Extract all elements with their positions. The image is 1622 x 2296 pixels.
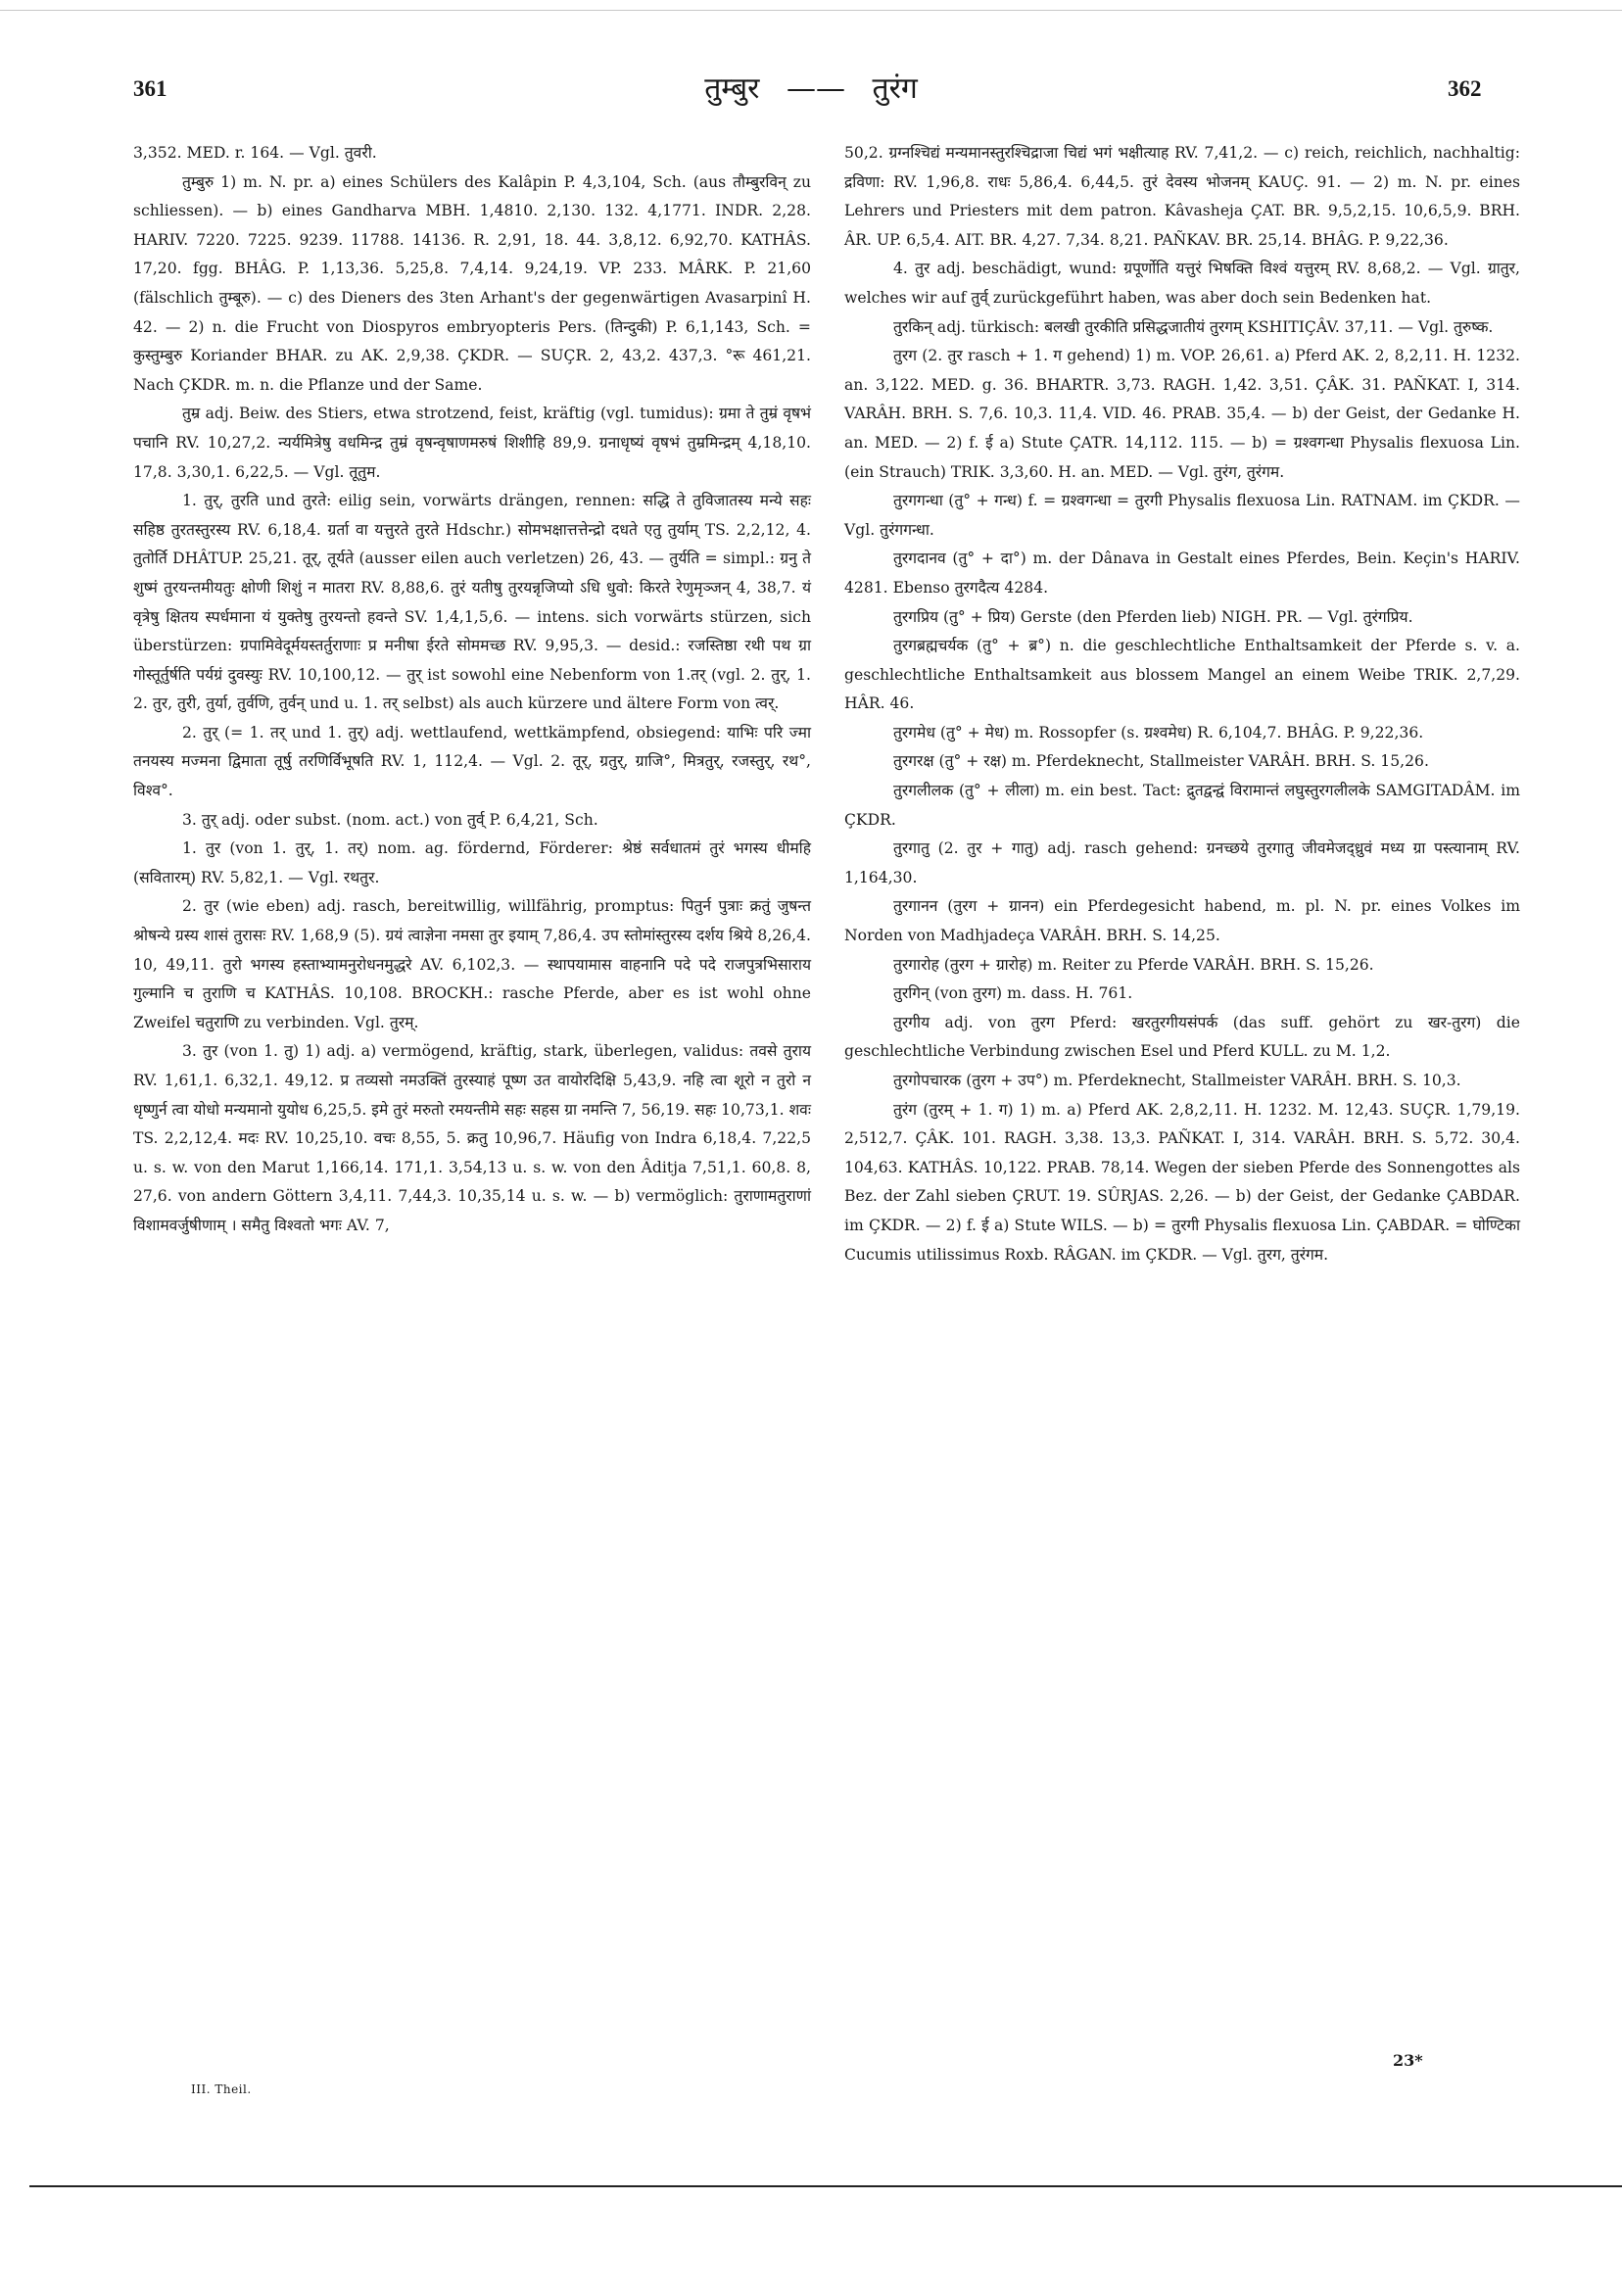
- dictionary-entry: तुरगारोह (तुरग + ग्रारोह) m. Reiter zu Pferde VARÂH. BRH. S. 15,26.: [893, 955, 1374, 974]
- dictionary-entry: तुरगानन (तुरग + ग्रानन) ein Pferdegesicht habend, m. pl. N. pr. eines Volkes im Norden von Madhjadeça VARÂH. BRH. S. 14,25.: [844, 897, 1520, 945]
- dictionary-entry: 3,352. MED. r. 164. — Vgl. तुवरी.: [133, 144, 377, 162]
- dictionary-entry: तुरगलीलक (तु° + लीला) m. ein best. Tact: द्रुतद्वन्द्वं विरामान्तं लघुस्तुरगलीलके SAMGITADÂM. im ÇKDR.: [844, 782, 1520, 829]
- headword-dash: ——: [786, 72, 845, 106]
- dictionary-entry: तुरगमेध (तु° + मेध) m. Rossopfer (s. ग्रश्वमेध) R. 6,104,7. BHÂG. P. 9,22,36.: [893, 723, 1424, 741]
- bottom-rule: [29, 2185, 1622, 2187]
- dictionary-entry: 2. तुर् (= 1. तर् und 1. तुर्) adj. wettlaufend, wettkämpfend, obsiegend: याभिः परि ज्मा तनयस्य मज्मना द्विमाता तूर्षु तरणिर्विभूषति RV. 1, 112,4. — Vgl. 2. तूर्, ग्रतुर्, ग्राजि°, मित्रतुर्, रजस्तुर्, रथ°, विश्व°.: [133, 723, 811, 800]
- dictionary-entry: तुरगगन्धा (तु° + गन्ध) f. = ग्रश्वगन्धा = तुरगी Physalis flexuosa Lin. RATNAM. im ÇKDR. — Vgl. तुरंगगन्धा.: [844, 492, 1520, 539]
- right-column: [844, 139, 1520, 1269]
- dictionary-entry: 50,2. ग्रग्नश्चिद्यं मन्यमानस्तुरश्चिद्राजा चिद्यं भगं भक्षीत्याह RV. 7,41,2. — c) reich, reichlich, nachhaltig: द्रविणा: RV. 1,96,8. राधः 5,86,4. 6,44,5. तुरं देवस्य भोजनम् KAUÇ. 91. — 2) m. N. pr. eines Lehrers und Priesters mit dem patron. Kâvasheja ÇAT. BR. 9,5,2,15. 10,6,5,9. BRH. ÂR. UP. 6,5,4. AIT. BR. 4,27. 7,34. 8,21. PAÑKAV. BR. 25,14. BHÂG. P. 9,22,36.: [844, 144, 1520, 249]
- dictionary-entry: तुरंग (तुरम् + 1. ग) 1) m. a) Pferd AK. 2,8,2,11. H. 1232. M. 12,43. SUÇR. 1,79,19. 2,512,7. ÇÂK. 101. RAGH. 3,38. 13,3. PAÑKAT. I, 314. VARÂH. BRH. S. 5,72. 30,4. 104,63. KATHÂS. 10,122. PRAB. 78,14. Wegen der sieben Pferde des Sonnengottes als Bez. der Zahl sieben ÇRUT. 19. SÛRJAS. 2,26. — b) der Geist, der Gedanke ÇABDAR. im ÇKDR. — 2) f. ई a) Stute WILS. — b) = तुरगी Physalis flexuosa Lin. ÇABDAR. = घोण्टिका Cucumis utilissimus Roxb. RÂGAN. im ÇKDR. — Vgl. तुरग, तुरंगम.: [844, 1100, 1520, 1264]
- dictionary-entry: 2. तुर (wie eben) adj. rasch, bereitwillig, willfährig, promptus: पितुर्न पुत्राः क्रतुं जुषन्त श्रोषन्ये ग्रस्य शासं तुरासः RV. 1,68,9 (5). ग्रयं त्वाज्ञेना नमसा तुर इयाम् 7,86,4. उप स्तोमांस्तुरस्य दर्शय श्रिये 8,26,4. 10, 49,11. तुरो भगस्य हस्ताभ्यामनुरोधनमुद्धरे AV. 6,102,3. — स्थापयामास वाहनानि पदे पदे राजपुत्रभिसाराय गुल्मानि च तुराणि च KATHÂS. 10,108. BROCKH.: rasche Pferde, aber es ist wohl ohne Zweifel चतुराणि zu verbinden. Vgl. तुरम्.: [133, 897, 811, 1031]
- page-number-left: 361: [133, 76, 167, 101]
- dictionary-entry: 1. तुर (von 1. तुर्, 1. तर्) nom. ag. fördernd, Förderer: श्रेष्ठं सर्वधातमं तुरं भगस्य धीमहि (सवितारम्) RV. 5,82,1. — Vgl. रथतुर.: [133, 839, 811, 886]
- dictionary-entry: तुरगदानव (तु° + दा°) m. der Dânava in Gestalt eines Pferdes, Bein. Keçin's HARIV. 4281. Ebenso तुरगदैत्य 4284.: [844, 550, 1520, 597]
- dictionary-entry: तुरकिन् adj. türkisch: बलखी तुरकीति प्रसिद्धजातीयं तुरगम् KSHITIÇÂV. 37,11. — Vgl. तुरुष्क.: [893, 317, 1494, 336]
- dictionary-entry: 1. तुर्, तुरति und तुरते: eilig sein, vorwärts drängen, rennen: सद्धि ते तुविजातस्य मन्ये सहः सहिष्ठ तुरतस्तुरस्य RV. 6,18,4. ग्रर्ता वा यत्तुरते तुरते Hdschr.) सोमभक्षात्तत्तेन्द्रो दधते एतु तुर्याम् TS. 2,2,12, 4. तुतोर्ति DHÂTUP. 25,21. तूर्, तूर्यते (ausser eilen auch verletzen) 26, 43. — तुर्यति = simpl.: ग्रनु ते शुष्मं तुरयन्तमीयतुः क्षोणी शिशुं न मातरा RV. 8,88,6. तुरं यतीषु तुरयन्नृजिप्यो ऽधि धुवो: किरते रेणुमृञ्जन् 4, 38,7. यं वृत्रेषु क्षितय स्पर्धमाना यं युक्तेषु तुरयन्तो हवन्ते SV. 1,4,1,5,6. — intens. sich vorwärts stürzen, sich überstürzen: ग्रपामिवेदूर्मयस्तर्तुराणाः प्र मनीषा ईरते सोममच्छ RV. 9,95,3. — desid.: रजस्तिष्ठा रथी पथ ग्रा गोस्तूर्तुर्षति पर्यग्रं दुवस्युः RV. 10,100,12. — तुर् ist sowohl eine Nebenform von 1.तर् (vgl. 2. तुर्, 1. 2. तुर, तुरी, तुर्या, तुर्वणि, तुर्वन् und u. 1. तर् selbst) als auch kürzere und ältere Form von त्वर्.: [133, 492, 811, 713]
- page-number-right: 362: [1448, 76, 1482, 101]
- dictionary-entry: तुरगब्रह्मचर्यक (तु° + ब्र°) n. die geschlechtliche Enthaltsamkeit der Pferde s. v. a. geschlechtliche Enthaltsamkeit aus blossem Mangel an einem Weibe TRIK. 2,7,29. HÂR. 46.: [844, 637, 1520, 713]
- running-head: [0, 67, 1622, 107]
- dictionary-entry: तुरग (2. तुर rasch + 1. ग gehend) 1) m. VOP. 26,61. a) Pferd AK. 2, 8,2,11. H. 1232. an. 3,122. MED. g. 36. BHARTR. 3,73. RAGH. 1,42. 3,51. ÇÂK. 31. PAÑKAT. I, 314. VARÂH. BRH. S. 7,6. 10,3. 11,4. VID. 46. PRAB. 35,4. — b) der Geist, der Gedanke H. an. MED. — 2) f. ई a) Stute ÇATR. 14,112. 115. — b) = ग्रश्वगन्धा Physalis flexuosa Lin. (ein Strauch) TRIK. 3,3,60. H. an. MED. — Vgl. तुरंग, तुरंगम.: [844, 347, 1520, 481]
- dictionary-entry: तुरगीय adj. von तुरग Pferd: खरतुरगीयसंपर्क (das suff. gehört zu खर-तुरग) die geschlechtliche Verbindung zwischen Esel und Pferd KULL. zu M. 1,2.: [844, 1013, 1520, 1061]
- top-rule: [0, 10, 1622, 11]
- signature-mark: 23*: [1393, 2051, 1423, 2070]
- dictionary-entry: तुम्र adj. Beiw. des Stiers, etwa strotzend, feist, kräftig (vgl. tumidus): ग्रमा ते तुम्रं वृषभं पचानि RV. 10,27,2. न्यर्यमित्रेषु वधमिन्द्र तुम्रं वृषन्वृषाणमरुषं शिशीहि 89,9. ग्रनाधृष्यं वृषभं तुम्रमिन्द्रम् 4,18,10. 17,8. 3,30,1. 6,22,5. — Vgl. तूतुम.: [133, 405, 811, 481]
- dictionary-entry: तुरगप्रिय (तु° + प्रिय) Gerste (den Pferden lieb) NIGH. PR. — Vgl. तुरंगप्रिय.: [893, 607, 1413, 626]
- headword-left: तुम्बुर: [704, 72, 760, 106]
- dictionary-entry: 3. तुर् adj. oder subst. (nom. act.) von तुर्व् P. 6,4,21, Sch.: [182, 810, 598, 829]
- dictionary-entry: 4. तुर adj. beschädigt, wund: ग्रपूर्णोति यत्तुरं भिषक्ति विश्वं यत्तुरम् RV. 8,68,2. — Vgl. ग्रातुर, welches wir auf तुर्व् zurückgeführt haben, was aber doch sein Bedenken hat.: [844, 260, 1520, 307]
- dictionary-entry: तुरगोपचारक (तुरग + उप°) m. Pferdeknecht, Stallmeister VARÂH. BRH. S. 10,3.: [893, 1072, 1461, 1089]
- volume-note: III. Theil.: [191, 2082, 252, 2096]
- dictionary-entry: तुम्बुरु 1) m. N. pr. a) eines Schülers des Kalâpin P. 4,3,104, Sch. (aus तौम्बुरविन् zu schliessen). — b) eines Gandharva MBH. 1,4810. 2,130. 132. 4,1771. INDR. 2,28. HARIV. 7220. 7225. 9239. 11788. 14136. R. 2,91, 18. 44. 3,8,12. 6,92,70. KATHÂS. 17,20. fgg. BHÂG. P. 1,13,36. 5,25,8. 7,4,14. 9,24,19. VP. 233. MÂRK. P. 21,60 (fälschlich तुम्बूरु). — c) des Dieners des 3ten Arhant's der gegenwärtigen Avasarpinî H. 42. — 2) n. die Frucht von Diospyros embryopteris Pers. (तिन्दुकी) P. 6,1,143, Sch. = कुस्तुम्बुरु Koriander BHAR. zu AK. 2,9,38. ÇKDR. — SUÇR. 2, 43,2. 437,3. °रू 461,21. Nach ÇKDR. m. n. die Pflanze und der Same.: [133, 172, 811, 394]
- dictionary-entry: तुरगातु (2. तुर + गातु) adj. rasch gehend: ग्रनच्छये तुरगातु जीवमेजद्ध्रुवं मध्य ग्रा पस्त्यानाम् RV. 1,164,30.: [844, 839, 1520, 886]
- left-column: [133, 139, 811, 1241]
- dictionary-entry: तुरगिन् (von तुरग) m. dass. H. 761.: [893, 984, 1133, 1003]
- headword-right: तुरंग: [872, 72, 918, 106]
- dictionary-entry: 3. तुर (von 1. तु) 1) adj. a) vermögend, kräftig, stark, überlegen, validus: तवसे तुराय RV. 1,61,1. 6,32,1. 49,12. प्र तव्यसो नमउक्तिं तुरस्याहं पूष्ण उत वायोरदिक्षि 5,43,9. नहि त्वा शूरो न तुरो न धृष्णुर्न त्वा योधो मन्यमानो युयोध 6,25,5. इमे तुरं मरुतो रमयन्तीमे सहः सहस ग्रा नमन्ति 7, 56,19. सहः 10,73,1. शवः TS. 2,2,12,4. मदः RV. 10,25,10. वचः 8,55, 5. क्रतु 10,96,7. Häufig von Indra 6,18,4. 7,22,5 u. s. w. von den Marut 1,166,14. 171,1. 3,54,13 u. s. w. von den Âditja 7,51,1. 60,8. 8, 27,6. von andern Göttern 3,4,11. 7,44,3. 10,35,14 u. s. w. — b) vermöglich: तुराणामतुराणां विशामवर्जुषीणाम् । समैतु विश्वतो भगः AV. 7,: [133, 1042, 811, 1234]
- dictionary-entry: तुरगरक्ष (तु° + रक्ष) m. Pferdeknecht, Stallmeister VARÂH. BRH. S. 15,26.: [893, 752, 1429, 771]
